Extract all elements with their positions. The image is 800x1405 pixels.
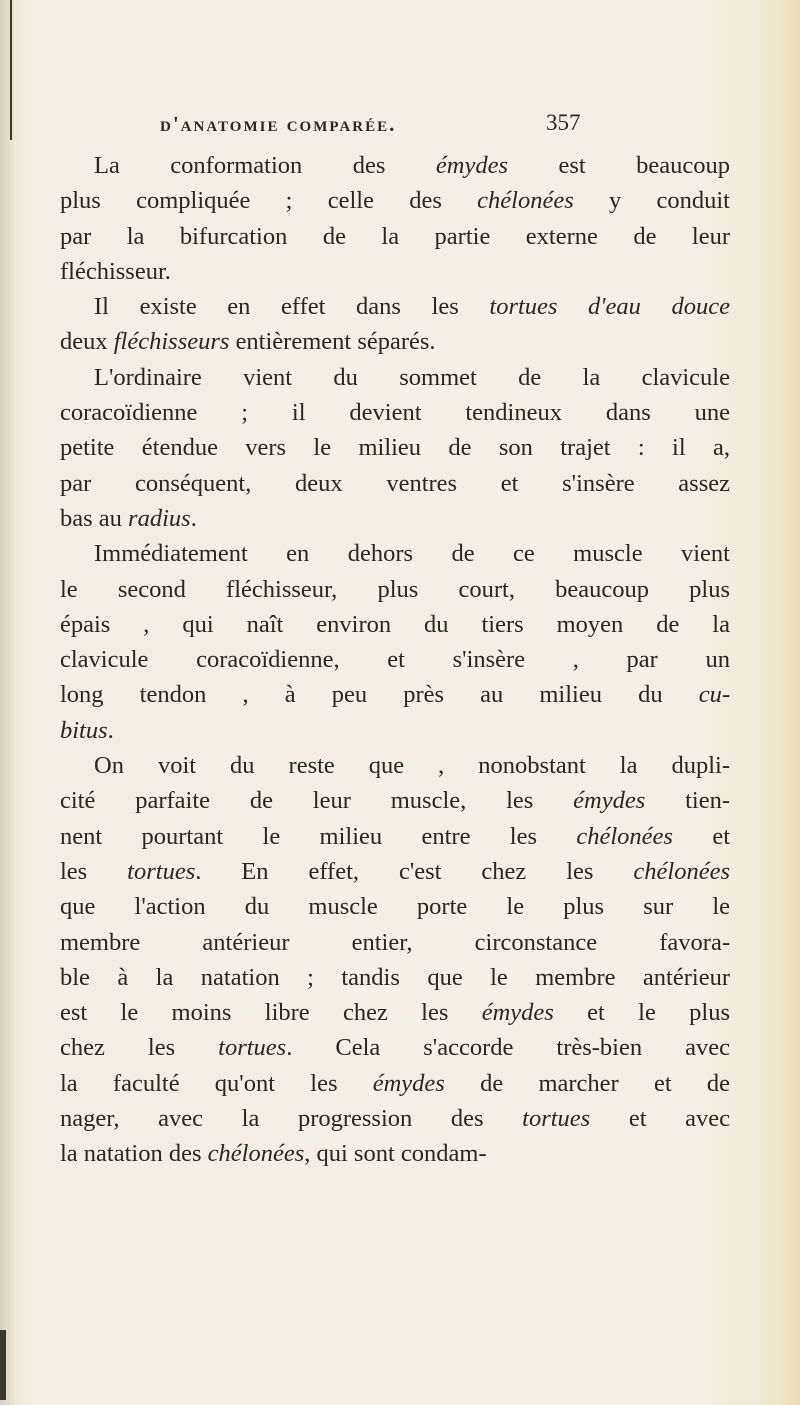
italic-term: tortues (218, 1034, 287, 1062)
page-edge-stain (758, 0, 800, 1405)
text-line (60, 995, 730, 1030)
text-run: que l'action du muscle porte le plus sur le (60, 893, 730, 921)
text-run: . En effet, c'est chez les (195, 857, 634, 885)
text-run: nent pourtant le milieu entre les (60, 822, 577, 850)
text-line (60, 1066, 730, 1101)
text-run: chez les (60, 1034, 219, 1062)
text-line (60, 783, 730, 818)
text-run: La conformation des (94, 152, 436, 179)
text-line (60, 889, 730, 924)
text-line (60, 677, 730, 712)
italic-term: bitus (60, 716, 108, 744)
text-run: est le moins libre chez les (60, 999, 482, 1027)
italic-term: chélonées (576, 822, 673, 850)
text-line (60, 925, 730, 960)
text-run: membre antérieur entier, circonstance favora- (60, 928, 730, 956)
text-line (60, 219, 730, 254)
text-run: le second fléchisseur, plus court, beaucoup plus (60, 575, 730, 603)
text-run: clavicule coracoïdienne, et s'insère , par un (60, 646, 730, 674)
binding-mark (0, 1330, 6, 1400)
binding-edge (10, 0, 12, 140)
text-run: . (107, 716, 114, 744)
text-line (60, 148, 730, 183)
italic-term: chélonées (633, 857, 730, 885)
italic-term: radius (128, 504, 191, 532)
text-run: ble à la natation ; tandis que le membre antérieur (60, 963, 730, 991)
text-run: On voit du reste que , nonobstant la dupli- (94, 752, 730, 780)
text-run: est beaucoup (507, 152, 730, 179)
text-line (60, 430, 730, 465)
text-run: et (672, 822, 730, 850)
text-run: . Cela s'accorde très-bien avec (286, 1034, 730, 1062)
text-line (60, 1030, 730, 1065)
text-run: plus compliquée ; celle des (60, 187, 478, 215)
italic-term: émydes (372, 1069, 445, 1097)
text-line (60, 289, 730, 324)
text-run: tien- (645, 787, 730, 815)
page-number: 357 (546, 110, 581, 135)
italic-term: fléchisseurs (113, 328, 230, 356)
italic-term: émydes (573, 787, 646, 815)
text-run: de marcher et de (444, 1069, 730, 1097)
text-run: cité parfaite de leur muscle, les (60, 787, 574, 815)
italic-term: tortues (522, 1105, 591, 1133)
text-run: bas au (60, 504, 129, 532)
text-run: y conduit (573, 187, 730, 215)
text-line (60, 748, 730, 783)
text-run: épais , qui naît environ du tiers moyen de la (60, 610, 730, 638)
text-line (60, 466, 730, 501)
text-line (60, 183, 730, 218)
text-run: par conséquent, deux ventres et s'insère assez (60, 469, 730, 497)
text-run: , qui sont condam- (304, 1140, 487, 1168)
text-line (60, 254, 730, 289)
text-run: la natation des (60, 1140, 208, 1168)
text-line (60, 395, 730, 430)
page-gutter (0, 0, 14, 1405)
italic-term: chélonées (477, 187, 574, 215)
italic-term: émydes (481, 999, 554, 1027)
text-run: et le plus (553, 999, 730, 1027)
italic-term: tortues (127, 857, 196, 885)
text-run: et avec (590, 1105, 730, 1133)
text-run: nager, avec la progression des (60, 1105, 523, 1133)
text-run: entièrement séparés. (229, 328, 436, 356)
text-line (60, 501, 730, 536)
text-run: les (60, 857, 128, 885)
text-run: petite étendue vers le milieu de son trajet : il a, (60, 434, 730, 462)
text-line (60, 607, 730, 642)
text-run: coracoïdienne ; il devient tendineux dans une (60, 399, 730, 427)
text-line (60, 572, 730, 607)
italic-term: cu- (698, 681, 730, 709)
italic-term: tortues d'eau douce (489, 293, 731, 321)
text-line (60, 1136, 730, 1171)
text-run: la faculté qu'ont les (60, 1069, 373, 1097)
text-line (60, 360, 730, 395)
text-run: long tendon , à peu près au milieu du (60, 681, 699, 709)
text-line (60, 1101, 730, 1136)
text-run: Immédiatement en dehors de ce muscle vient (94, 540, 730, 568)
text-line (60, 854, 730, 889)
italic-term: émydes (435, 152, 508, 179)
text-run: fléchisseur. (60, 257, 171, 285)
text-run: . (190, 504, 197, 532)
text-line (60, 819, 730, 854)
text-line (60, 713, 730, 748)
text-run: par la bifurcation de la partie externe de leur (60, 222, 730, 250)
text-run: Il existe en effet dans les (94, 293, 490, 321)
text-run: deux (60, 328, 114, 356)
italic-term: chélonées (207, 1140, 305, 1168)
body-text (60, 148, 740, 1172)
text-run: L'ordinaire vient du sommet de la clavicule (94, 363, 730, 391)
text-line (60, 324, 730, 359)
running-title: d'anatomie comparée. (160, 112, 397, 136)
text-line (60, 536, 730, 571)
text-line (60, 642, 730, 677)
text-line (60, 960, 730, 995)
